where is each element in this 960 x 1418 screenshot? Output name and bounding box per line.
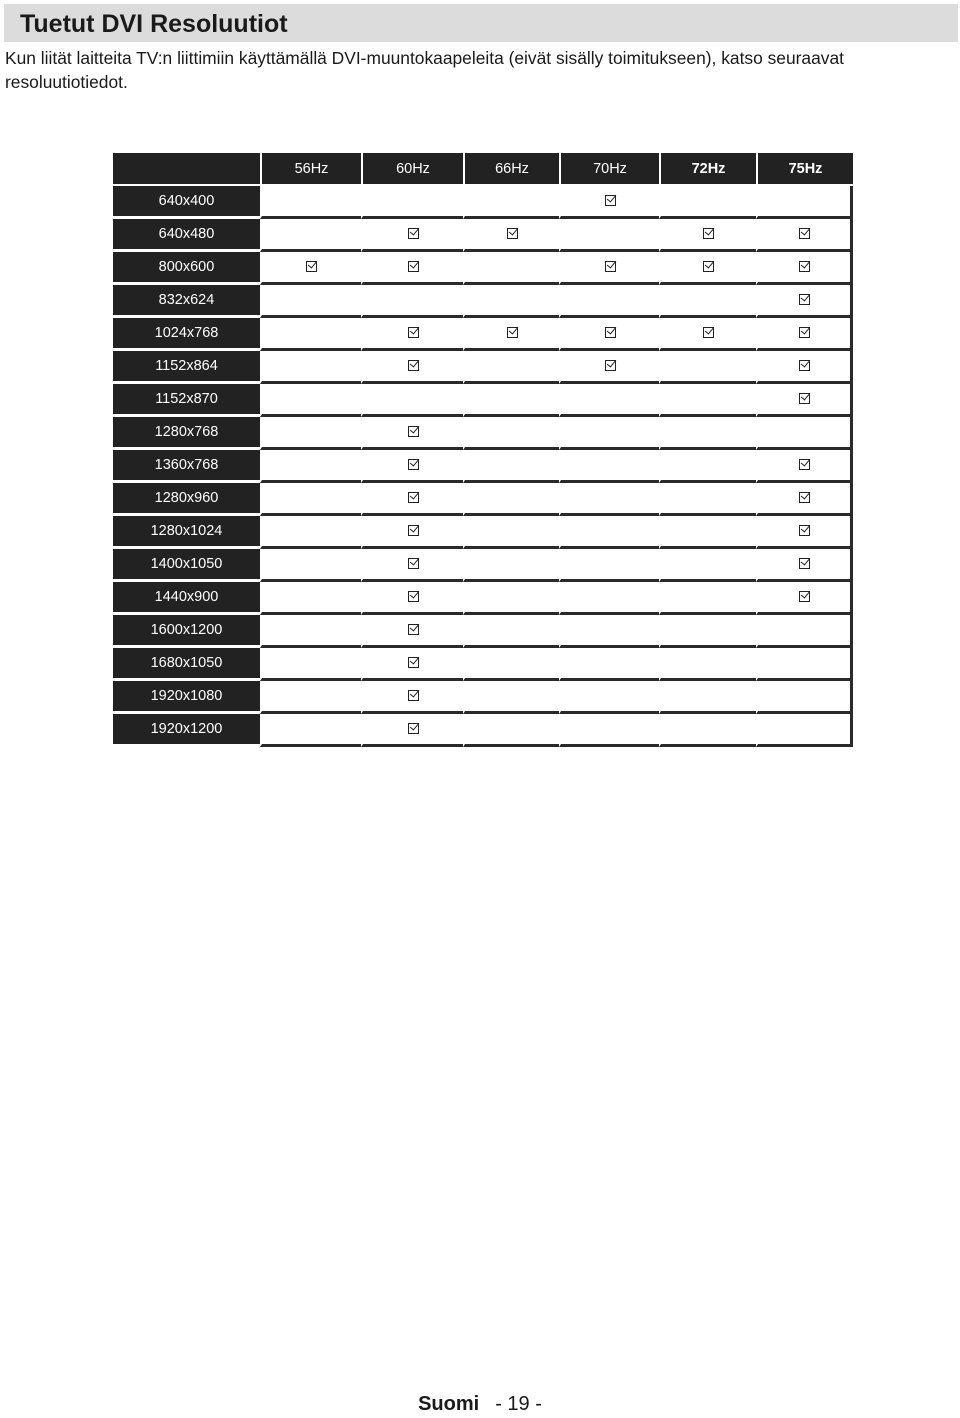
table-cell (659, 516, 756, 549)
table-cell (659, 681, 756, 714)
table-row (113, 285, 853, 318)
table-cell (260, 252, 361, 285)
table-cell (260, 648, 361, 681)
checkbox-checked-icon (799, 492, 810, 503)
checkbox-checked-icon (799, 360, 810, 371)
footer-page-number: - 19 - (495, 1393, 542, 1415)
table-cell (260, 516, 361, 549)
table-row (113, 252, 853, 285)
table-cell (260, 450, 361, 483)
table-cell (361, 384, 463, 417)
table-cell (559, 384, 659, 417)
checkbox-checked-icon (408, 261, 419, 272)
footer-language: Suomi (418, 1393, 480, 1415)
table-cell (659, 450, 756, 483)
table-cell (756, 714, 853, 747)
table-cell (559, 417, 659, 450)
table-cell (361, 615, 463, 648)
table-cell (756, 615, 853, 648)
table-cell (361, 516, 463, 549)
checkbox-checked-icon (703, 327, 714, 338)
table-row (113, 417, 853, 450)
row-label-resolution: 1360x768 (113, 450, 260, 483)
checkbox-checked-icon (507, 228, 518, 239)
checkbox-checked-icon (408, 723, 419, 734)
table-row (113, 384, 853, 417)
table-cell (559, 615, 659, 648)
table-cell (756, 450, 853, 483)
checkbox-checked-icon (507, 327, 518, 338)
table-cell (559, 351, 659, 384)
checkbox-checked-icon (408, 558, 419, 569)
table-row (113, 219, 853, 252)
table-cell (659, 219, 756, 252)
table-cell (361, 582, 463, 615)
table-cell (260, 285, 361, 318)
row-label-resolution: 1680x1050 (113, 648, 260, 681)
table-cell (559, 516, 659, 549)
table-row (113, 516, 853, 549)
dvi-resolution-table (113, 153, 853, 747)
table-cell (361, 681, 463, 714)
table-row (113, 483, 853, 516)
table-cell (756, 384, 853, 417)
table-row (113, 318, 853, 351)
checkbox-checked-icon (408, 690, 419, 701)
row-label-resolution: 1920x1080 (113, 681, 260, 714)
table-cell (361, 549, 463, 582)
intro-text: Kun liität laitteita TV:n liittimiin käyttämällä DVI-muuntokaapeleita (eivät sisälly toimitukseen), katso seuraavat resoluutiotiedot. (5, 48, 844, 92)
table-cell (260, 615, 361, 648)
table-cell (463, 450, 559, 483)
table-cell (463, 252, 559, 285)
table-row (113, 615, 853, 648)
table-cell (260, 549, 361, 582)
table-cell (559, 219, 659, 252)
table-cell (559, 285, 659, 318)
table-cell (559, 318, 659, 351)
table-cell (463, 681, 559, 714)
row-label-resolution: 1280x768 (113, 417, 260, 450)
table-cell (756, 252, 853, 285)
checkbox-checked-icon (799, 228, 810, 239)
row-label-resolution: 1152x864 (113, 351, 260, 384)
table-cell (361, 318, 463, 351)
row-label-resolution: 1024x768 (113, 318, 260, 351)
checkbox-checked-icon (408, 657, 419, 668)
table-cell (260, 351, 361, 384)
column-header-70hz: 70Hz (559, 153, 659, 186)
table-cell (659, 252, 756, 285)
row-label-resolution: 800x600 (113, 252, 260, 285)
table-row (113, 648, 853, 681)
checkbox-checked-icon (408, 360, 419, 371)
row-label-resolution: 832x624 (113, 285, 260, 318)
checkbox-checked-icon (703, 261, 714, 272)
page-footer (0, 1393, 960, 1416)
column-header-56hz: 56Hz (260, 153, 361, 186)
row-label-resolution: 1440x900 (113, 582, 260, 615)
table-cell (756, 186, 853, 219)
table-cell (260, 483, 361, 516)
checkbox-checked-icon (703, 228, 714, 239)
table-cell (756, 648, 853, 681)
checkbox-checked-icon (408, 459, 419, 470)
checkbox-checked-icon (605, 360, 616, 371)
table-cell (559, 648, 659, 681)
table-cell (559, 582, 659, 615)
row-label-resolution: 1280x960 (113, 483, 260, 516)
table-cell (559, 252, 659, 285)
table-cell (559, 681, 659, 714)
row-label-resolution: 1920x1200 (113, 714, 260, 747)
table-cell (260, 186, 361, 219)
table-cell (659, 648, 756, 681)
table-cell (659, 318, 756, 351)
table-cell (756, 549, 853, 582)
table-cell (559, 450, 659, 483)
table-cell (361, 285, 463, 318)
column-header-75hz: 75Hz (756, 153, 853, 186)
table-cell (463, 516, 559, 549)
table-cell (260, 318, 361, 351)
table-cell (361, 186, 463, 219)
checkbox-checked-icon (799, 459, 810, 470)
row-label-resolution: 640x480 (113, 219, 260, 252)
table-cell (463, 648, 559, 681)
checkbox-checked-icon (799, 294, 810, 305)
checkbox-checked-icon (408, 426, 419, 437)
checkbox-checked-icon (408, 492, 419, 503)
table-row (113, 351, 853, 384)
table-cell (361, 219, 463, 252)
table-cell (659, 549, 756, 582)
checkbox-checked-icon (306, 261, 317, 272)
table-cell (659, 483, 756, 516)
checkbox-checked-icon (408, 525, 419, 536)
table-cell (463, 186, 559, 219)
table-cell (559, 483, 659, 516)
row-label-resolution: 1152x870 (113, 384, 260, 417)
table-cell (559, 549, 659, 582)
checkbox-checked-icon (605, 261, 616, 272)
table-cell (463, 351, 559, 384)
table-cell (659, 186, 756, 219)
table-cell (659, 384, 756, 417)
table-cell (361, 252, 463, 285)
table-cell (756, 681, 853, 714)
table-cell (756, 219, 853, 252)
checkbox-checked-icon (799, 261, 810, 272)
page-title: Tuetut DVI Resoluutiot (4, 4, 958, 42)
checkbox-checked-icon (799, 393, 810, 404)
table-cell (463, 285, 559, 318)
table-cell (659, 714, 756, 747)
table-cell (659, 285, 756, 318)
checkbox-checked-icon (408, 591, 419, 602)
table-header-corner (113, 153, 260, 186)
table-row (113, 450, 853, 483)
table-row (113, 549, 853, 582)
checkbox-checked-icon (605, 327, 616, 338)
table-cell (756, 582, 853, 615)
table-cell (659, 417, 756, 450)
row-label-resolution: 640x400 (113, 186, 260, 219)
table-cell (659, 351, 756, 384)
row-label-resolution: 1400x1050 (113, 549, 260, 582)
table-cell (361, 714, 463, 747)
table-cell (756, 516, 853, 549)
column-header-66hz: 66Hz (463, 153, 559, 186)
table-cell (463, 615, 559, 648)
table-body (113, 186, 853, 747)
checkbox-checked-icon (799, 525, 810, 536)
table-cell (361, 648, 463, 681)
checkbox-checked-icon (799, 591, 810, 602)
table-cell (260, 681, 361, 714)
checkbox-checked-icon (799, 558, 810, 569)
table-cell (463, 417, 559, 450)
table-cell (463, 384, 559, 417)
table-cell (463, 318, 559, 351)
table-cell (463, 219, 559, 252)
table-cell (463, 582, 559, 615)
table-header-row (113, 153, 853, 186)
table-cell (659, 582, 756, 615)
table-row (113, 714, 853, 747)
table-cell (260, 384, 361, 417)
table-cell (260, 714, 361, 747)
row-label-resolution: 1280x1024 (113, 516, 260, 549)
checkbox-checked-icon (799, 327, 810, 338)
table-cell (463, 549, 559, 582)
table-cell (756, 351, 853, 384)
table-cell (361, 450, 463, 483)
row-label-resolution: 1600x1200 (113, 615, 260, 648)
table-cell (463, 483, 559, 516)
table-cell (260, 417, 361, 450)
table-cell (361, 351, 463, 384)
column-header-72hz: 72Hz (659, 153, 756, 186)
table-cell (260, 219, 361, 252)
table-cell (260, 582, 361, 615)
checkbox-checked-icon (408, 624, 419, 635)
table-cell (756, 417, 853, 450)
table-row (113, 582, 853, 615)
column-header-60hz: 60Hz (361, 153, 463, 186)
table-cell (463, 714, 559, 747)
table-cell (756, 285, 853, 318)
table-cell (756, 318, 853, 351)
checkbox-checked-icon (408, 327, 419, 338)
table-cell (756, 483, 853, 516)
table-row (113, 681, 853, 714)
table-cell (361, 483, 463, 516)
table-cell (659, 615, 756, 648)
checkbox-checked-icon (408, 228, 419, 239)
table-row (113, 186, 853, 219)
table-cell (361, 417, 463, 450)
checkbox-checked-icon (605, 195, 616, 206)
table-cell (559, 186, 659, 219)
table-cell (559, 714, 659, 747)
